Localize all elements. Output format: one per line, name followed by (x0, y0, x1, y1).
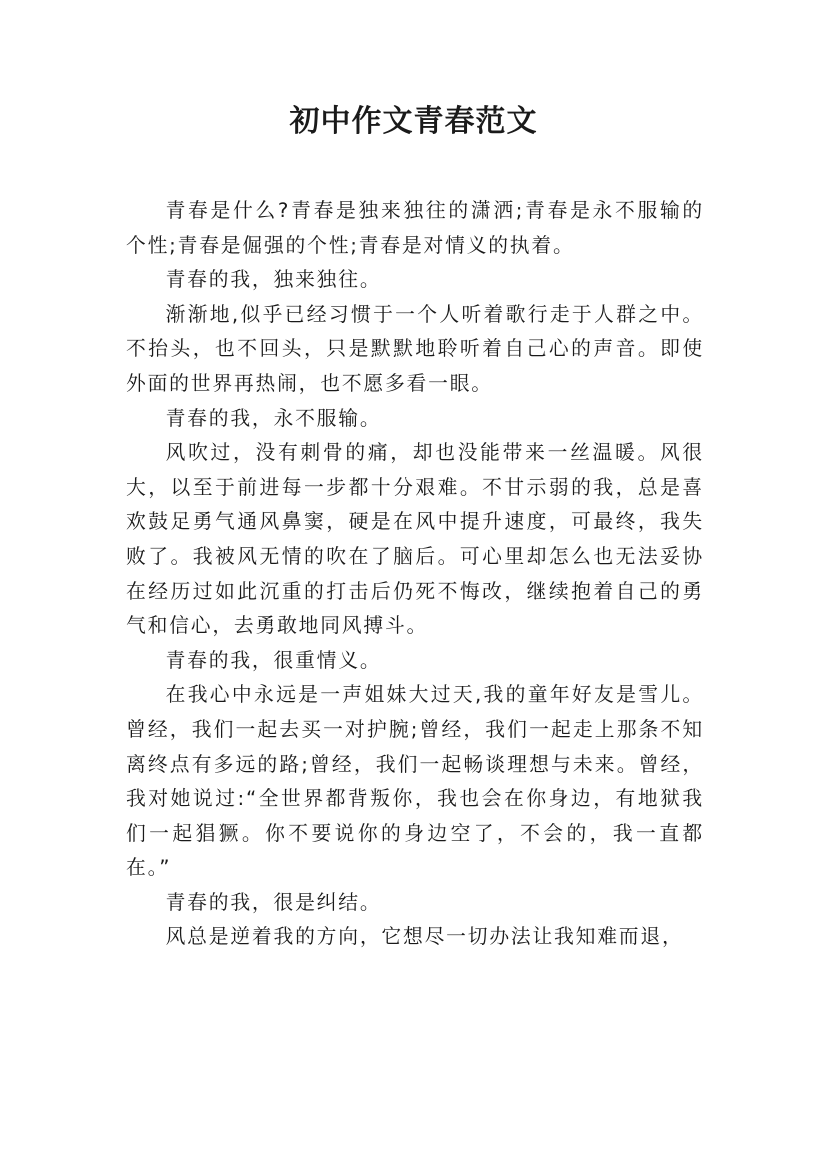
paragraph: 风总是逆着我的方向，它想尽一切办法让我知难而退， (165, 925, 684, 949)
document-body (126, 194, 704, 955)
paragraph: 青春的我，独来独往。 (165, 268, 382, 292)
paragraph: 青春的我，永不服输。 (165, 406, 382, 430)
document-title: 初中作文青春范文 (289, 104, 538, 139)
paragraph: 渐渐地,似乎已经习惯于一个人听着歌行走于人群之中。不抬头，也不回头，只是默默地聆听着自己心的声音。即使外面的世界再热闹，也不愿多看一眼。 (126, 302, 704, 395)
paragraph: 青春的我，很重情义。 (165, 648, 382, 672)
paragraph: 青春的我，很是纠结。 (165, 890, 382, 914)
paragraph: 在我心中永远是一声姐妹大过天,我的童年好友是雪儿。曾经，我们一起去买一对护腕;曾经，我们一起走上那条不知离终点有多远的路;曾经，我们一起畅谈理想与未来。曾经，我对她说过:“全世界都背叛你，我也会在你身边，有地狱我们一起猖獗。你不要说你的身边空了，不会的，我一直都在。” (126, 683, 704, 880)
paragraph: 青春是什么?青春是独来独往的潇洒;青春是永不服输的个性;青春是倔强的个性;青春是对情义的执着。 (126, 199, 704, 257)
paragraph: 风吹过，没有刺骨的痛，却也没能带来一丝温暖。风很大，以至于前进每一步都十分艰难。不甘示弱的我，总是喜欢鼓足勇气通风鼻窦，硬是在风中提升速度，可最终，我失败了。我被风无情的吹在了脑后。可心里却怎么也无法妥协在经历过如此沉重的打击后仍死不悔改，继续抱着自己的勇气和信心，去勇敢地同风搏斗。 (126, 441, 704, 638)
